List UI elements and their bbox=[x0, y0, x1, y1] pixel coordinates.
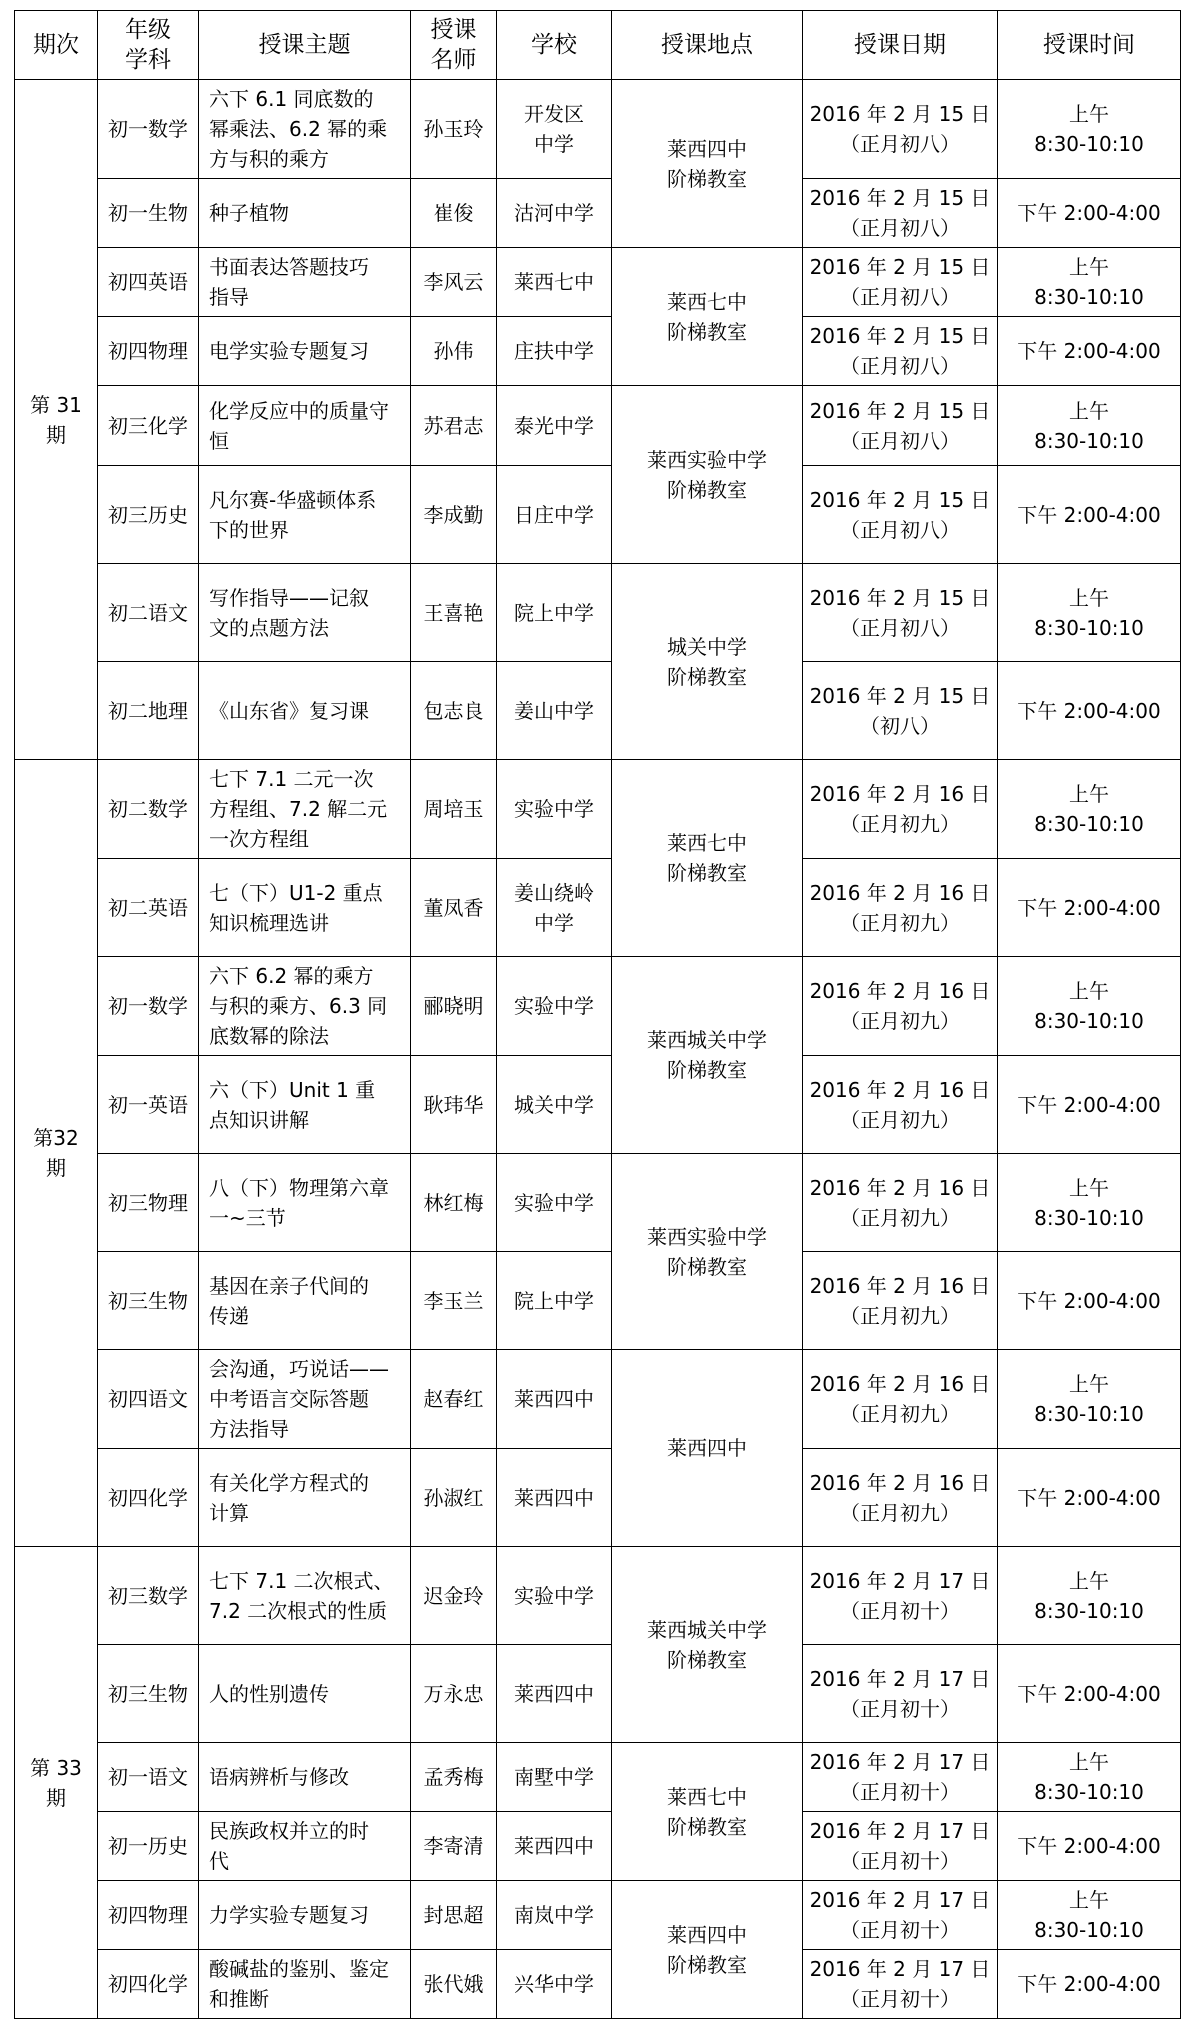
date-cell: 2016 年 2 月 16 日 （正月初九） bbox=[803, 1350, 998, 1449]
header-time: 授课时间 bbox=[998, 11, 1181, 80]
period-label: 第 33 期 bbox=[15, 1547, 98, 2019]
school-cell: 城关中学 bbox=[497, 1056, 612, 1154]
location-cell: 莱西四中 阶梯教室 bbox=[612, 80, 803, 248]
school-cell: 莱西四中 bbox=[497, 1812, 612, 1881]
location-cell: 莱西城关中学 阶梯教室 bbox=[612, 1547, 803, 1743]
table-row bbox=[15, 179, 1181, 248]
topic-cell: 力学实验专题复习 bbox=[199, 1881, 411, 1950]
topic-cell: 七下 7.1 二元一次 方程组、7.2 解二元 一次方程组 bbox=[199, 760, 411, 859]
table-row bbox=[15, 1645, 1181, 1743]
table-row bbox=[15, 859, 1181, 957]
table-row bbox=[15, 1449, 1181, 1547]
date-cell: 2016 年 2 月 16 日 （正月初九） bbox=[803, 1449, 998, 1547]
location-cell: 莱西四中 阶梯教室 bbox=[612, 1881, 803, 2019]
teacher-cell: 迟金玲 bbox=[411, 1547, 497, 1645]
teacher-cell: 林红梅 bbox=[411, 1154, 497, 1252]
grade-subject-cell: 初一数学 bbox=[98, 80, 199, 179]
period-label: 第 31 期 bbox=[15, 80, 98, 760]
grade-subject-cell: 初四物理 bbox=[98, 1881, 199, 1950]
school-cell: 姜山中学 bbox=[497, 662, 612, 760]
school-cell: 莱西七中 bbox=[497, 248, 612, 317]
time-cell: 上午 8:30-10:10 bbox=[998, 386, 1181, 466]
time-cell: 上午 8:30-10:10 bbox=[998, 1743, 1181, 1812]
header-date: 授课日期 bbox=[803, 11, 998, 80]
table-row bbox=[15, 662, 1181, 760]
date-cell: 2016 年 2 月 17 日 （正月初十） bbox=[803, 1950, 998, 2019]
location-cell: 莱西实验中学 阶梯教室 bbox=[612, 386, 803, 564]
topic-cell: 有关化学方程式的 计算 bbox=[199, 1449, 411, 1547]
teacher-cell: 董凤香 bbox=[411, 859, 497, 957]
teacher-cell: 孟秀梅 bbox=[411, 1743, 497, 1812]
teacher-cell: 孙淑红 bbox=[411, 1449, 497, 1547]
topic-cell: 电学实验专题复习 bbox=[199, 317, 411, 386]
location-cell: 城关中学 阶梯教室 bbox=[612, 564, 803, 760]
date-cell: 2016 年 2 月 15 日 （正月初八） bbox=[803, 179, 998, 248]
date-cell: 2016 年 2 月 15 日 （正月初八） bbox=[803, 466, 998, 564]
date-cell: 2016 年 2 月 15 日 （正月初八） bbox=[803, 80, 998, 179]
time-cell: 上午 8:30-10:10 bbox=[998, 1350, 1181, 1449]
time-cell: 上午 8:30-10:10 bbox=[998, 1154, 1181, 1252]
teacher-cell: 崔俊 bbox=[411, 179, 497, 248]
school-cell: 南岚中学 bbox=[497, 1881, 612, 1950]
teacher-cell: 李风云 bbox=[411, 248, 497, 317]
header-topic: 授课主题 bbox=[199, 11, 411, 80]
time-cell: 下午 2:00-4:00 bbox=[998, 1645, 1181, 1743]
teacher-cell: 郦晓明 bbox=[411, 957, 497, 1056]
date-cell: 2016 年 2 月 15 日 （正月初八） bbox=[803, 386, 998, 466]
date-cell: 2016 年 2 月 16 日 （正月初九） bbox=[803, 1154, 998, 1252]
date-cell: 2016 年 2 月 17 日 （正月初十） bbox=[803, 1812, 998, 1881]
time-cell: 下午 2:00-4:00 bbox=[998, 1812, 1181, 1881]
time-cell: 上午 8:30-10:10 bbox=[998, 957, 1181, 1056]
school-cell: 院上中学 bbox=[497, 1252, 612, 1350]
table-row bbox=[15, 1812, 1181, 1881]
grade-subject-cell: 初四英语 bbox=[98, 248, 199, 317]
time-cell: 下午 2:00-4:00 bbox=[998, 859, 1181, 957]
topic-cell: 种子植物 bbox=[199, 179, 411, 248]
header-row bbox=[15, 11, 1181, 80]
grade-subject-cell: 初一历史 bbox=[98, 1812, 199, 1881]
time-cell: 下午 2:00-4:00 bbox=[998, 1056, 1181, 1154]
location-cell: 莱西城关中学 阶梯教室 bbox=[612, 957, 803, 1154]
topic-cell: 化学反应中的质量守恒 bbox=[199, 386, 411, 466]
date-cell: 2016 年 2 月 16 日 （正月初九） bbox=[803, 1056, 998, 1154]
topic-cell: 六（下）Unit 1 重 点知识讲解 bbox=[199, 1056, 411, 1154]
date-cell: 2016 年 2 月 17 日 （正月初十） bbox=[803, 1743, 998, 1812]
time-cell: 下午 2:00-4:00 bbox=[998, 317, 1181, 386]
grade-subject-cell: 初三化学 bbox=[98, 386, 199, 466]
date-cell: 2016 年 2 月 16 日 （正月初九） bbox=[803, 760, 998, 859]
date-cell: 2016 年 2 月 15 日 （正月初八） bbox=[803, 248, 998, 317]
teacher-cell: 包志良 bbox=[411, 662, 497, 760]
grade-subject-cell: 初一生物 bbox=[98, 179, 199, 248]
topic-cell: 六下 6.2 幂的乘方 与积的乘方、6.3 同 底数幂的除法 bbox=[199, 957, 411, 1056]
date-cell: 2016 年 2 月 16 日 （正月初九） bbox=[803, 1252, 998, 1350]
time-cell: 下午 2:00-4:00 bbox=[998, 1950, 1181, 2019]
time-cell: 下午 2:00-4:00 bbox=[998, 1449, 1181, 1547]
school-cell: 南墅中学 bbox=[497, 1743, 612, 1812]
header-teacher: 授课 名师 bbox=[411, 11, 497, 80]
table-row bbox=[15, 1154, 1181, 1252]
grade-subject-cell: 初四物理 bbox=[98, 317, 199, 386]
location-cell: 莱西七中 阶梯教室 bbox=[612, 1743, 803, 1881]
time-cell: 下午 2:00-4:00 bbox=[998, 179, 1181, 248]
period-label: 第32 期 bbox=[15, 760, 98, 1547]
date-cell: 2016 年 2 月 16 日 （正月初九） bbox=[803, 859, 998, 957]
table-row bbox=[15, 957, 1181, 1056]
teacher-cell: 孙伟 bbox=[411, 317, 497, 386]
grade-subject-cell: 初一语文 bbox=[98, 1743, 199, 1812]
table-row bbox=[15, 1881, 1181, 1950]
teacher-cell: 张代娥 bbox=[411, 1950, 497, 2019]
grade-subject-cell: 初三数学 bbox=[98, 1547, 199, 1645]
date-cell: 2016 年 2 月 17 日 （正月初十） bbox=[803, 1881, 998, 1950]
grade-subject-cell: 初一英语 bbox=[98, 1056, 199, 1154]
school-cell: 院上中学 bbox=[497, 564, 612, 662]
school-cell: 实验中学 bbox=[497, 1154, 612, 1252]
topic-cell: 语病辨析与修改 bbox=[199, 1743, 411, 1812]
teacher-cell: 李玉兰 bbox=[411, 1252, 497, 1350]
grade-subject-cell: 初二地理 bbox=[98, 662, 199, 760]
grade-subject-cell: 初四化学 bbox=[98, 1950, 199, 2019]
date-cell: 2016 年 2 月 17 日 （正月初十） bbox=[803, 1547, 998, 1645]
table-row bbox=[15, 760, 1181, 859]
school-cell: 沽河中学 bbox=[497, 179, 612, 248]
date-cell: 2016 年 2 月 16 日 （正月初九） bbox=[803, 957, 998, 1056]
table-row bbox=[15, 1252, 1181, 1350]
grade-subject-cell: 初三生物 bbox=[98, 1645, 199, 1743]
school-cell: 姜山绕岭 中学 bbox=[497, 859, 612, 957]
school-cell: 兴华中学 bbox=[497, 1950, 612, 2019]
time-cell: 上午 8:30-10:10 bbox=[998, 564, 1181, 662]
header-location: 授课地点 bbox=[612, 11, 803, 80]
teacher-cell: 苏君志 bbox=[411, 386, 497, 466]
grade-subject-cell: 初四化学 bbox=[98, 1449, 199, 1547]
table-row bbox=[15, 1743, 1181, 1812]
grade-subject-cell: 初一数学 bbox=[98, 957, 199, 1056]
header-grade: 年级 学科 bbox=[98, 11, 199, 80]
grade-subject-cell: 初三生物 bbox=[98, 1252, 199, 1350]
topic-cell: 酸碱盐的鉴别、鉴定 和推断 bbox=[199, 1950, 411, 2019]
location-cell: 莱西四中 bbox=[612, 1350, 803, 1547]
school-cell: 实验中学 bbox=[497, 1547, 612, 1645]
school-cell: 莱西四中 bbox=[497, 1645, 612, 1743]
date-cell: 2016 年 2 月 15 日 （正月初八） bbox=[803, 564, 998, 662]
topic-cell: 《山东省》复习课 bbox=[199, 662, 411, 760]
table-row bbox=[15, 1547, 1181, 1645]
teacher-cell: 赵春红 bbox=[411, 1350, 497, 1449]
topic-cell: 书面表达答题技巧 指导 bbox=[199, 248, 411, 317]
school-cell: 莱西四中 bbox=[497, 1449, 612, 1547]
time-cell: 上午 8:30-10:10 bbox=[998, 248, 1181, 317]
table-row bbox=[15, 1350, 1181, 1449]
location-cell: 莱西实验中学 阶梯教室 bbox=[612, 1154, 803, 1350]
teacher-cell: 孙玉玲 bbox=[411, 80, 497, 179]
teacher-cell: 耿玮华 bbox=[411, 1056, 497, 1154]
school-cell: 泰光中学 bbox=[497, 386, 612, 466]
teacher-cell: 王喜艳 bbox=[411, 564, 497, 662]
time-cell: 上午 8:30-10:10 bbox=[998, 1881, 1181, 1950]
topic-cell: 会沟通，巧说话—— 中考语言交际答题 方法指导 bbox=[199, 1350, 411, 1449]
time-cell: 下午 2:00-4:00 bbox=[998, 466, 1181, 564]
teacher-cell: 周培玉 bbox=[411, 760, 497, 859]
time-cell: 上午 8:30-10:10 bbox=[998, 760, 1181, 859]
topic-cell: 凡尔赛-华盛顿体系 下的世界 bbox=[199, 466, 411, 564]
grade-subject-cell: 初四语文 bbox=[98, 1350, 199, 1449]
table-row bbox=[15, 248, 1181, 317]
topic-cell: 七下 7.1 二次根式、 7.2 二次根式的性质 bbox=[199, 1547, 411, 1645]
time-cell: 上午 8:30-10:10 bbox=[998, 1547, 1181, 1645]
location-cell: 莱西七中 阶梯教室 bbox=[612, 248, 803, 386]
date-cell: 2016 年 2 月 15 日 （初八） bbox=[803, 662, 998, 760]
topic-cell: 六下 6.1 同底数的 幂乘法、6.2 幂的乘 方与积的乘方 bbox=[199, 80, 411, 179]
header-period: 期次 bbox=[15, 11, 98, 80]
school-cell: 莱西四中 bbox=[497, 1350, 612, 1449]
teacher-cell: 万永忠 bbox=[411, 1645, 497, 1743]
grade-subject-cell: 初二数学 bbox=[98, 760, 199, 859]
school-cell: 实验中学 bbox=[497, 760, 612, 859]
time-cell: 上午 8:30-10:10 bbox=[998, 80, 1181, 179]
header-school: 学校 bbox=[497, 11, 612, 80]
school-cell: 日庄中学 bbox=[497, 466, 612, 564]
teacher-cell: 李成勤 bbox=[411, 466, 497, 564]
topic-cell: 七（下）U1-2 重点 知识梳理选讲 bbox=[199, 859, 411, 957]
table-row bbox=[15, 386, 1181, 466]
grade-subject-cell: 初三物理 bbox=[98, 1154, 199, 1252]
topic-cell: 八（下）物理第六章 一~三节 bbox=[199, 1154, 411, 1252]
topic-cell: 基因在亲子代间的 传递 bbox=[199, 1252, 411, 1350]
school-cell: 实验中学 bbox=[497, 957, 612, 1056]
topic-cell: 人的性别遗传 bbox=[199, 1645, 411, 1743]
topic-cell: 写作指导——记叙 文的点题方法 bbox=[199, 564, 411, 662]
grade-subject-cell: 初三历史 bbox=[98, 466, 199, 564]
schedule-table bbox=[14, 10, 1181, 2019]
table-row bbox=[15, 1056, 1181, 1154]
table-row bbox=[15, 317, 1181, 386]
table-row bbox=[15, 80, 1181, 179]
location-cell: 莱西七中 阶梯教室 bbox=[612, 760, 803, 957]
date-cell: 2016 年 2 月 15 日 （正月初八） bbox=[803, 317, 998, 386]
grade-subject-cell: 初二英语 bbox=[98, 859, 199, 957]
teacher-cell: 李寄清 bbox=[411, 1812, 497, 1881]
teacher-cell: 封思超 bbox=[411, 1881, 497, 1950]
grade-subject-cell: 初二语文 bbox=[98, 564, 199, 662]
time-cell: 下午 2:00-4:00 bbox=[998, 1252, 1181, 1350]
school-cell: 开发区 中学 bbox=[497, 80, 612, 179]
school-cell: 庄扶中学 bbox=[497, 317, 612, 386]
table-row bbox=[15, 1950, 1181, 2019]
table-row bbox=[15, 564, 1181, 662]
topic-cell: 民族政权并立的时 代 bbox=[199, 1812, 411, 1881]
time-cell: 下午 2:00-4:00 bbox=[998, 662, 1181, 760]
table-row bbox=[15, 466, 1181, 564]
date-cell: 2016 年 2 月 17 日 （正月初十） bbox=[803, 1645, 998, 1743]
